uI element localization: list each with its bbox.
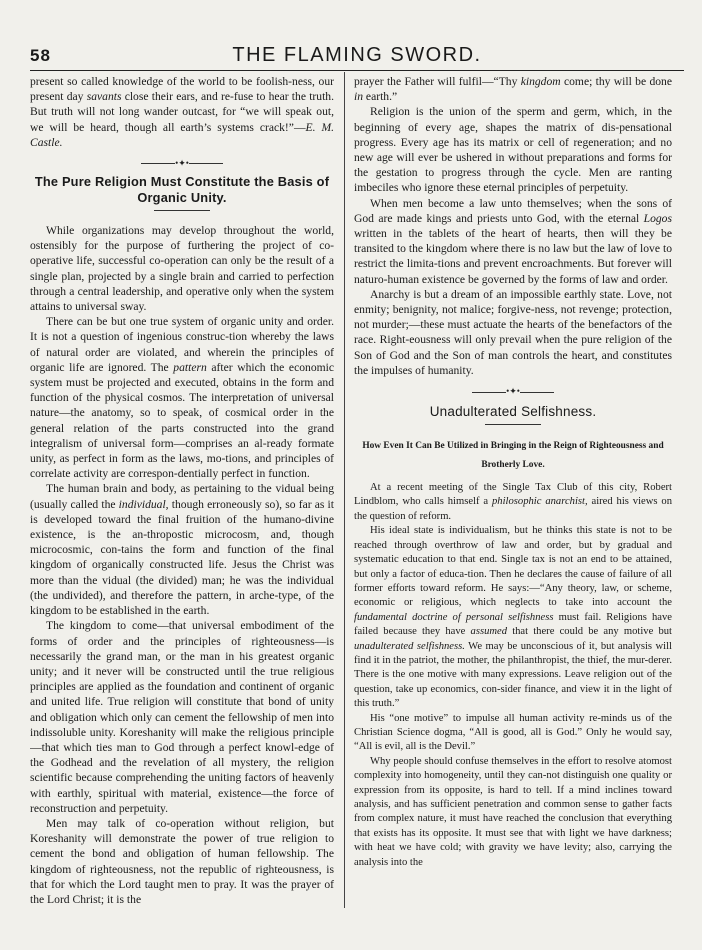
- article-paragraph: At a recent meeting of the Single Tax Club of this city, Robert Lindblom, who calls himself a philosophic anarchist, aired his views on the question of reform.: [354, 482, 672, 522]
- right-column: [354, 74, 672, 910]
- article-paragraph: There can be but one true system of organic unity and order. It is not a question of ingenious construc-tion whereby the laws of natural order are violated, and wherein the principles of organic life are ignored. The pattern after which the economic system must be projected and executed, obtains in the form and function of the physical cosmos. The interpretation of universal nature—the anatomy, so to speak, of cosmical order in the general relation of the parts constructed into the grand integralism of universal form—comprises an al-ready formate unity, as perfect in form as the laws, mo-tions, and principles of correlate activity are correspon-dentially perfect in function.: [30, 315, 334, 481]
- page-number: 58: [30, 46, 51, 65]
- article-paragraph: His ideal state is individualism, but he thinks this state is not to be reached through overthrow of law and order, but by gradual and systematic education to that end. Single tax is not an end to be attained, but only a factor of educa-tion. Then he declares the cause of failure of all former efforts toward reform. He says:—“Any theory, law, or scheme, economic or religious, which neglects to take into account the fundamental doctrine of personal selfishness must fail. Religions have failed because they have assumed that there could be any motive but unadulterated selfishness. We may be unconscious of it, but analysis will find it in the patriot, the mother, the philanthropist, the thief, the mur-derer. There is the one motive with many expressions. Leave religion out of the question, take up economics, con-sider finance, and view it in the light of this truth.”: [354, 525, 672, 710]
- heading-rule: [154, 210, 210, 211]
- article-heading: The Pure Religion Must Constitute the Basis of Organic Unity.: [34, 174, 330, 206]
- article-paragraph: Why people should confuse themselves in the effort to resolve atomost complexity into homogeneity, until they can-not distinguish one quality or expression from its opposite, is hard to tell. If a mind inclines toward analysis, and has sufficient penetration and common sense to gather facts from complex nature, it must have reached the conclusion that everything that exists has its opposite. It must see that with light we have darkness; with heat we have cold; with gravity we have levity; also, carrying the analysis into the: [354, 755, 672, 868]
- journal-title: THE FLAMING SWORD.: [232, 44, 482, 66]
- left-column: [30, 74, 334, 910]
- continued-paragraph: prayer the Father will fulfil—“Thy kingdom come; thy will be done in earth.”: [354, 75, 672, 104]
- article-heading: Unadulterated Selfishness.: [429, 404, 597, 420]
- article-paragraph: The human brain and body, as pertaining to the vidual being (usually called the individual, though erroneously so), so far as it is developed toward the final fruition of the humano-divine existence, is the an-thropostic microcosm, and, though microcosmic, con-tains the form and function of the final kingdom of organically constructed life. Jesus the Christ was more than the vidual (the divided) man; he was the individual (the undivided), and therefore the pattern, in arche-type, of the kingdom to be established in the earth.: [30, 482, 334, 618]
- article-paragraph: Men may talk of co-operation without religion, but Koreshanity will demonstrate the power of true religion to cement the bond and obligation of human fellowship. The kingdom of righteousness, not the republic of righteousness, is that for which the Lord taught men to pray. It was the prayer of the Lord Christ; it is the: [30, 816, 334, 906]
- heading-rule: [485, 424, 541, 425]
- intro-paragraph: present so called knowledge of the world to be foolish-ness, our present day savants close their ears, and re-fuse to hear the truth. But truth will not long wander outcast, for “we will speak out, we will be heard, though all earth’s systems crack!”—E. M. Castle.: [30, 75, 334, 149]
- article-subheading: How Even It Can Be Utilized in Bringing in the Reign of Righteousness and Brotherly Love.: [362, 441, 664, 471]
- section-ornament: •✦•: [354, 384, 672, 398]
- article-paragraph: Anarchy is but a dream of an impossible earthly state. Love, not enmity; benignity, not malice; forgive-ness, not revenge; protection, not murder;—these must actuate the hearts of the benefactors of the race. Right-eousness will only prevail when the pure religion of the Son of God and the Son of man controls the heart, and constitutes the impulses of humanity.: [354, 287, 672, 377]
- article-paragraph: The kingdom to come—that universal embodiment of the forms of order and the principles of righteousness—is necessarily the grand man, or the man in his greatest organic unity; and it never will be constructed until the true religious principles are applied as the foundation and continent of organic and united life. True religion will constitute that bond of unity and obligation which only can cement the fellowship of men into indissoluble unity. Koreshanity will make the religious principle —that which ties man to God through a perfect knowl-edge of the Godhead and the revelation of all mystery, the religion scientific because comprehending the uniting factors of heavenly with earthly, spiritual with material, existence—the force of reconstruction and perpetuity.: [30, 619, 334, 815]
- article-paragraph: His “one motive” to impulse all human activity re-minds us of the Christian Science dogma, “All is good, all is God.” Only he would say, “All is evil, all is the Devil.”: [354, 712, 672, 753]
- article-paragraph: When men become a law unto themselves; when the sons of God are made kings and priests unto God, with the eternal Logos written in the tablets of the heart of hearts, then will they be transited to the kingdom where there is no law but the law of love to restrict the limita-tions and prevent encroachments. But forever will naturo-human existence be governed by the forms of law and order.: [354, 196, 672, 286]
- column-divider: [344, 72, 345, 908]
- article-paragraph: Religion is the union of the sperm and germ, which, in the beginning of every age, shapes the matrix of dis-pensational progress. Every age has its matrix or cell of regeneration; and no new age will ever be ushered in without preparations and forms for the gestation to progress through the cycle. Men are ranting imbeciles who ignore these eternal principles of perpetuity.: [354, 105, 672, 195]
- page-header: [30, 44, 684, 71]
- section-ornament: •✦•: [30, 156, 334, 170]
- article-paragraph: While organizations may develop throughout the world, ostensibly for the purpose of furthering the project of co-operative life, successful co-operation can only be the result of a single plan, projected by a single brain and carried to perfection through a central leadership, and operative only when the system attains to universal sway.: [30, 224, 334, 314]
